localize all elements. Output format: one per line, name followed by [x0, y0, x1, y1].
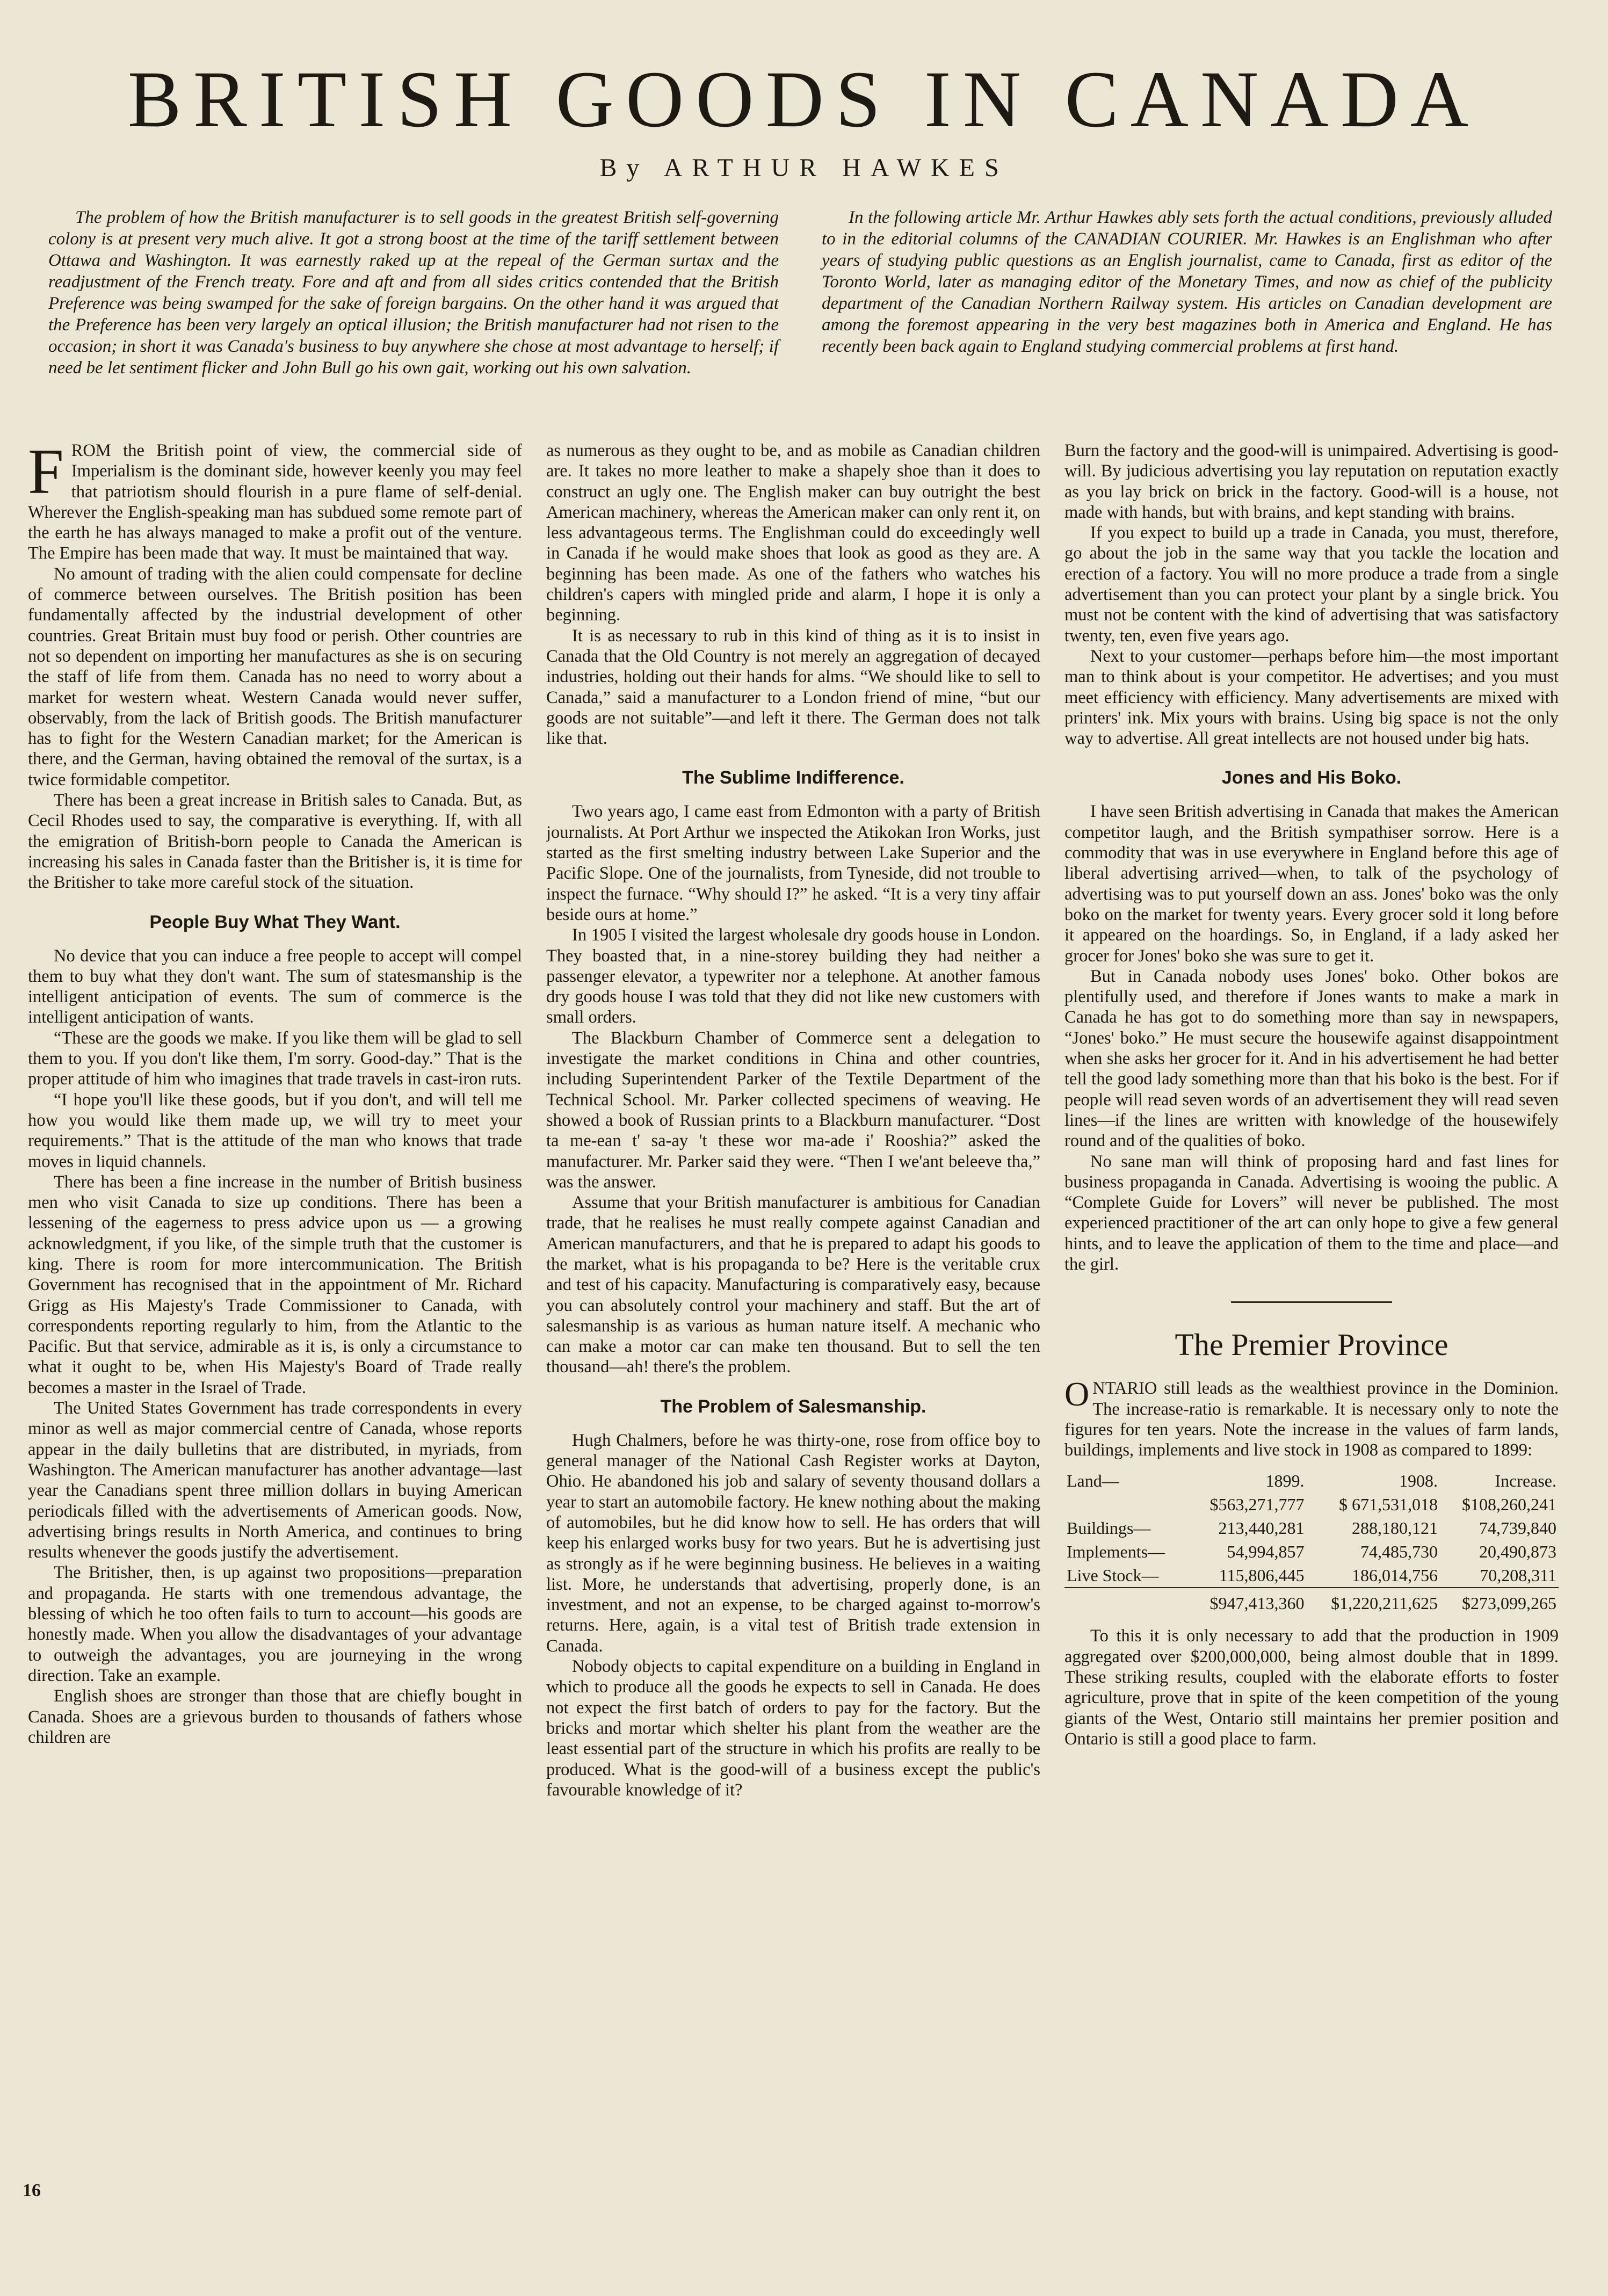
section-heading: Jones and His Boko. [1221, 767, 1402, 788]
paragraph: Next to your customer—perhaps before him—the most important man to think about is your competitor. He advertises; and you must meet efficiency with efficiency. Many advertisements are mixed with printers' ink. Mix yours with brains. Using big space is not the only way to advertise. All great intellects are not housed under big hats. [1064, 646, 1559, 749]
paragraph: Burn the factory and the good-will is unimpaired. Advertising is good-will. By judicious advertising you lay reputation on reputation exactly as you lay brick on brick in the factory. Good-will is a house, not made with hands, but with brains, and kept standing with brains. [1064, 441, 1559, 522]
section-divider [1231, 1301, 1392, 1303]
column-2 [546, 440, 1040, 2229]
page-number: 16 [23, 2181, 41, 2200]
row-label: Live Stock— [1067, 1566, 1159, 1585]
paragraph: “These are the goods we make. If you like them will be glad to sell them to you. If you don't like them, I'm sorry. Good-day.” That is the proper attitude of him who imagines that trade travels in cast-iron ruts. [28, 1028, 522, 1089]
table-cell: $ 671,531,018 [1338, 1495, 1438, 1515]
paragraph: The United States Government has trade correspondents in every minor as well as major commercial centre of Canada, whose reports appear in the daily bulletins that are distributed, in myriads, from Washington. The American manufacturer has another advantage—last year the Canadians spent three million dollars in buying American periodicals filled with the advertisements of American goods. Now, advertising brings results in North America, and continues to bring results whenever the goods justify the advertisement. [28, 1399, 522, 1562]
column-header: 1908. [1399, 1471, 1438, 1491]
opening-paragraph [28, 440, 522, 564]
editorial-intro [48, 207, 1552, 379]
table-row [1064, 1540, 1559, 1563]
column-1 [28, 440, 522, 2229]
section-heading: The Sublime Indifference. [682, 767, 904, 788]
table-total-row [1064, 1588, 1559, 1615]
paragraph: There has been a great increase in British sales to Canada. But, as Cecil Rhodes used to say, the comparative is everything. If, with all the emigration of British-born people to Canada the American is increasing his sales in Canada faster than the Britisher is, it is time for the Britisher to take more careful stock of the situation. [28, 791, 522, 893]
table-row [1064, 1563, 1559, 1588]
column-header: 1899. [1265, 1471, 1305, 1491]
column-3 [1064, 440, 1559, 2229]
paragraph: The Britisher, then, is up against two propositions—preparation and propaganda. He starts with one tremendous advantage, the blessing of which he too often fails to turn to account—his goods are honestly made. When you allow the disadvantages of your advantage to outweigh the advantages, you are journeying in the wrong direction. Take an example. [28, 1563, 522, 1685]
article-title: BRITISH GOODS IN CANADA [127, 55, 1481, 144]
table-cell: 74,485,730 [1360, 1542, 1438, 1562]
column-header: Increase. [1495, 1471, 1556, 1491]
section-heading: The Problem of Salesmanship. [660, 1396, 926, 1417]
table-row [1064, 1493, 1559, 1516]
table-row [1064, 1516, 1559, 1540]
paragraph: Hugh Chalmers, before he was thirty-one, rose from office boy to general manager of the National Cash Register works at Dayton, Ohio. He abandoned his job and salary of seventy thousand dollars a year to start an automobile factory. He knew nothing about the making of automobiles, but he did know how to sell. He has orders that will keep his enlarged works busy for two years. But he is advertising just as strongly as if he were beginning business. He believes in a waiting list. More, he understands that advertising, properly done, is an investment, and not an expense, to be charged against to-morrow's returns. Here, again, is a vital test of British trade extension in Canada. [546, 1430, 1040, 1656]
paragraph: Two years ago, I came east from Edmonton with a party of British journalists. At Port Arthur we inspected the Atikokan Iron Works, just started as the first smelting industry between Lake Superior and the Pacific Slope. One of the journalists, from Tyneside, did not trouble to inspect the furnace. “Why should I?” he asked. “It is a very tiny affair beside ours at home.” [546, 802, 1040, 924]
table-cell: $108,260,241 [1462, 1495, 1556, 1515]
byline: By ARTHUR HAWKES [599, 154, 1009, 182]
table-header-row [1064, 1469, 1559, 1493]
paragraph: “I hope you'll like these goods, but if you don't, and will tell me how you would like them made up, we will try to meet your requirements.” That is the attitude of the man who knows that trade moves in liquid channels. [28, 1090, 522, 1171]
paragraph: I have seen British advertising in Canada that makes the American competitor laugh, and the British sympathiser sorrow. Here is a commodity that was in use everywhere in England before this age of liberal advertising arrived—when, to talk of the psychology of advertising was to put yourself down an ass. Jones' boko was the only boko on the market for twenty years. Every grocer sold it long before it appeared on the hoardings. So, in England, if a lady asked her grocer for Jones' boko she was sure to get it. [1064, 802, 1559, 966]
paragraph: No device that you can induce a free people to accept will compel them to buy what they don't want. The sum of statesmanship is the intelligent anticipation of events. The sum of commerce is the intelligent anticipation of wants. [28, 946, 522, 1027]
table-cell: 115,806,445 [1219, 1566, 1305, 1585]
drop-cap: F [28, 440, 64, 507]
drop-cap: O [1064, 1375, 1090, 1414]
farm-values-table [1064, 1469, 1559, 1615]
paragraph: There has been a fine increase in the number of British business men who visit Canada to size up conditions. There has been a lessening of the eagerness to press advice upon us — a growing acknowledgment, if you like, of the simple truth that the customer is king. There is room for more intercommunication. The British Government has recognised that in the appointment of Mr. Richard Grigg as His Majesty's Trade Commissioner to Canada, with correspondents reporting regularly to him, from the Atlantic to the Pacific. But that service, admirable as it is, is only a circumstance to what it ought to be, when His Majesty's Board of Trade really becomes a master in the Israel of Trade. [28, 1172, 522, 1397]
sidebar-title: The Premier Province [1175, 1327, 1448, 1363]
row-label [1064, 1588, 1188, 1615]
paragraph: Nobody objects to capital expenditure on a building in England in which to produce all the goods he expects to sell in Canada. He does not expect the first batch of orders to pay for the factory. But the bricks and mortar which shelter his plant from the weather are the least essential part of the structure in which his profits are really to be produced. What is the good-will of a business except the public's favourable knowledge of it? [546, 1657, 1040, 1800]
paragraph-text: ROM the British point of view, the commercial side of Imperialism is the dominant side, however keenly you may feel that patriotism should flourish in a pure flame of self-denial. Wherever the English-speaking man has subdued some remote part of the earth he has always managed to make a profit out of the venture. The Empire has been made that way. It must be maintained that way. [28, 441, 522, 563]
paragraph: No amount of trading with the alien could compensate for decline of commerce between ourselves. The British position has been fundamentally affected by the industrial development of other countries. Great Britain must buy food or perish. Other countries are not so dependent on importing her manufactures as she is on securing the staff of life from them. Canada has no need to worry about a market for western wheat. Western Canada would never suffer, observably, from the lack of British goods. The British manufacturer has to fight for the Western Canadian market; for the American is there, and the German, having obtained the removal of the surtax, is a twice formidable competitor. [28, 564, 522, 790]
table-cell: 54,994,857 [1227, 1542, 1305, 1562]
row-label: Implements— [1067, 1542, 1165, 1562]
paragraph: It is as necessary to rub in this kind of thing as it is to insist in Canada that the Old Country is not merely an aggregation of decayed industries, holding out their hands for alms. “We should like to sell to Canada,” said a manufacturer to a London friend of mine, “but our goods are not suitable”—and left it there. The German does not talk like that. [546, 626, 1040, 749]
paragraph: No sane man will think of proposing hard and fast lines for business propaganda in Canada. Advertising is wooing the public. A “Complete Guide for Lovers” will never be published. The most experienced practitioner of the art can only hope to give a few general hints, and to leave the application of them to the time and place—and the girl. [1064, 1151, 1559, 1274]
paragraph: In 1905 I visited the largest wholesale dry goods house in London. They boasted that, in a nine-storey building they had neither a passenger elevator, a typewriter nor a telephone. At another famous dry goods house I was told that they did not like new customers with small orders. [546, 925, 1040, 1027]
article-body [28, 440, 1559, 2229]
row-label: Buildings— [1067, 1518, 1151, 1538]
intro-paragraph: In the following article Mr. Arthur Hawkes ably sets forth the actual conditions, previously alluded to in the editorial columns of the CANADIAN COURIER. Mr. Hawkes is an Englishman who after years of studying public questions as an English journalist, came to Canada, first as editor of the Toronto World, later as managing editor of the Monetary Times, and now as chief of the publicity department of the Canadian Northern Railway system. His articles on Canadian development are among the foremost appearing in the very best magazines both in America and England. He has recently been back again to England studying commercial problems at first hand. [822, 208, 1552, 356]
paragraph: Assume that your British manufacturer is ambitious for Canadian trade, that he realises he must really compete against Canadian and American manufacturers, and that he is prepared to adapt his goods to the market, what is his propaganda to be? Here is the veritable crux and test of his capacity. Manufacturing is comparatively easy, because you can absolutely control your machinery and staff. But the art of salesmanship is as various as human nature itself. A mechanic who can make a motor car can make ten thousand. But to sell the ten thousand—ah! there's the problem. [546, 1193, 1040, 1377]
table-cell: 20,490,873 [1479, 1542, 1556, 1562]
paragraph: If you expect to build up a trade in Canada, you must, therefore, go about the job in the same way that you tackle the location and erection of a factory. You will no more produce a trade from a single advertisement than you can protect your plant by a single brick. You must not be content with the kind of advertising that was satisfactory twenty, ten, even five years ago. [1064, 523, 1559, 646]
section-heading: People Buy What They Want. [149, 911, 401, 932]
table-cell: 74,739,840 [1479, 1518, 1556, 1538]
table-cell: 213,440,281 [1218, 1518, 1305, 1538]
row-label: Land— [1067, 1471, 1119, 1491]
table-cell: 288,180,121 [1351, 1518, 1438, 1538]
sidebar-paragraph [1064, 1375, 1559, 1460]
table-cell: $1,220,211,625 [1307, 1588, 1440, 1615]
table-cell: $273,099,265 [1440, 1588, 1559, 1615]
paragraph: But in Canada nobody uses Jones' boko. Other bokos are plentifully used, and therefore if Jones wants to make a mark in Canada he has got to do something more than say in newspapers, “Jones' boko.” He must secure the housewife against disappointment when she asks her grocer for it. And in his advertisement he had better tell the good lady something more than that his boko is the best. For if people will read seven words of an advertisement they will read seven lines—if the lines are written with knowledge of the housewifely round and of the qualities of boko. [1064, 966, 1559, 1151]
table-cell: 70,208,311 [1480, 1566, 1556, 1585]
paragraph-text: NTARIO still leads as the wealthiest province in the Dominion. The increase-ratio is remarkable. It is necessary only to note the figures for ten years. Note the increase in the values of farm lands, buildings, implements and live stock in 1908 as compared to 1899: [1064, 1379, 1559, 1460]
table-cell: 186,014,756 [1351, 1566, 1438, 1585]
paragraph: as numerous as they ought to be, and as mobile as Canadian children are. It takes no more leather to make a shapely shoe than it does to construct an ugly one. The English maker can buy outright the best American machinery, whereas the American maker can only rent it, on less advantageous terms. The Englishman could do exceedingly well in Canada if he would make shoes that look as good as they are. A beginning has been made. As one of the fathers who watches his children's capers with mingled pride and alarm, I hope it is only a beginning. [546, 441, 1040, 625]
table-cell: $563,271,777 [1209, 1495, 1305, 1515]
row-label [1064, 1493, 1188, 1516]
paragraph: English shoes are stronger than those that are chiefly bought in Canada. Shoes are a grievous burden to thousands of fathers whose children are [28, 1686, 522, 1747]
intro-paragraph: The problem of how the British manufacturer is to sell goods in the greatest British self-governing colony is at present very much alive. It got a strong boost at the time of the tariff settlement between Ottawa and Washington. It was earnestly raked up at the repeal of the German surtax and the readjustment of the French treaty. Fore and aft and from all sides critics contended that the British Preference was being swamped for the sake of foreign bargains. On the other hand it was argued that the Preference has been very largely an optical illusion; the British manufacturer had not risen to the occasion; in short it was Canada's business to buy anywhere she chose at most advantage to herself; if need be let sentiment flicker and John Bull go his own gait, working out his own salvation. [48, 208, 779, 378]
paragraph: The Blackburn Chamber of Commerce sent a delegation to investigate the market conditions in China and other countries, including Superintendent Parker of the Textile Department of the Technical School. Mr. Parker collected specimens of weaving. He showed a book of Russian prints to a Blackburn manufacturer. “Dost ta me-ean t' sa-ay 't these wor ma-ade i' Rooshia?” asked the manufacturer. Mr. Parker said they were. “Then I we'ant beleeve tha,” was the answer. [546, 1028, 1040, 1192]
sidebar-paragraph: To this it is only necessary to add that the production in 1909 aggregated over $200,000,000, being almost double that in 1899. These striking results, coupled with the elaborate efforts to foster agriculture, prove that in spite of the keen competition of the young giants of the West, Ontario still maintains her premier position and Ontario is still a good place to farm. [1064, 1626, 1559, 1749]
table-cell: $947,413,360 [1188, 1588, 1307, 1615]
